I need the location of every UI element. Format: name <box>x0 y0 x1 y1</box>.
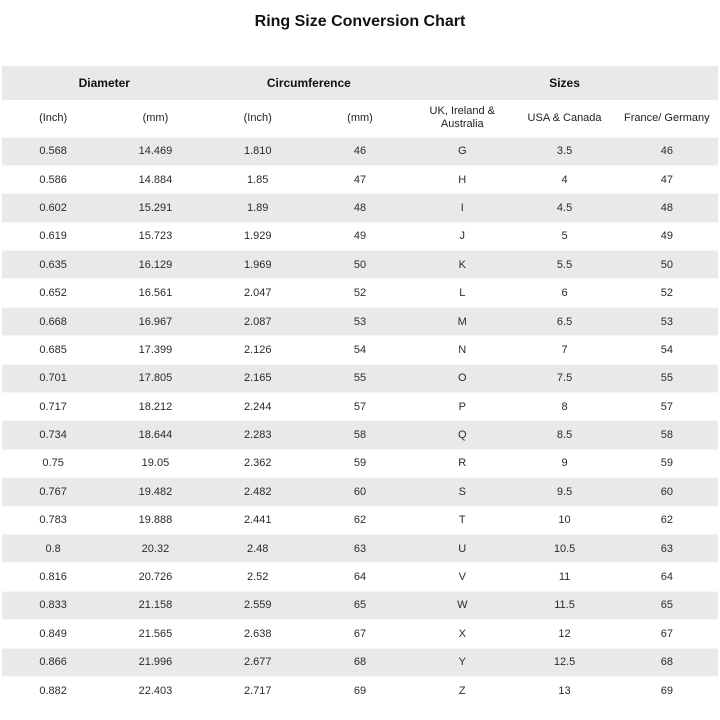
table-cell: 9 <box>513 449 615 477</box>
table-cell: 5.5 <box>513 251 615 279</box>
group-header-sizes: Sizes <box>411 66 718 100</box>
table-cell: 19.888 <box>104 506 206 534</box>
table-cell: 69 <box>309 676 411 704</box>
table-cell: 0.767 <box>2 478 104 506</box>
table-cell: 0.619 <box>2 222 104 250</box>
table-cell: 1.929 <box>207 222 309 250</box>
table-cell: 21.996 <box>104 648 206 676</box>
table-cell: 0.734 <box>2 421 104 449</box>
table-row <box>2 336 718 364</box>
page-title: Ring Size Conversion Chart <box>254 13 466 30</box>
table-cell: 11.5 <box>513 591 615 619</box>
column-header-circumference-mm: (mm) <box>309 100 411 137</box>
table-cell: 67 <box>616 620 718 648</box>
table-cell: 19.05 <box>104 449 206 477</box>
table-cell: 8.5 <box>513 421 615 449</box>
table-cell: 54 <box>309 336 411 364</box>
table-row <box>2 251 718 279</box>
table-cell: 62 <box>616 506 718 534</box>
table-row <box>2 478 718 506</box>
table-cell: 69 <box>616 676 718 704</box>
table-cell: 0.685 <box>2 336 104 364</box>
table-cell: R <box>411 449 513 477</box>
table-cell: N <box>411 336 513 364</box>
table-cell: 52 <box>309 279 411 307</box>
table-cell: 0.652 <box>2 279 104 307</box>
table-cell: 0.586 <box>2 165 104 193</box>
table-row <box>2 279 718 307</box>
table-row <box>2 307 718 335</box>
table-cell: G <box>411 137 513 165</box>
table-cell: 0.882 <box>2 676 104 704</box>
table-cell: 2.482 <box>207 478 309 506</box>
sub-header-row <box>2 100 718 137</box>
table-cell: 11 <box>513 563 615 591</box>
table-cell: W <box>411 591 513 619</box>
table-cell: X <box>411 620 513 648</box>
table-cell: 0.849 <box>2 620 104 648</box>
column-header-uk-ireland-australia: UK, Ireland & Australia <box>411 100 513 137</box>
table-cell: 2.047 <box>207 279 309 307</box>
table-row <box>2 676 718 704</box>
table-cell: T <box>411 506 513 534</box>
table-cell: 2.48 <box>207 534 309 562</box>
table-row <box>2 449 718 477</box>
table-row <box>2 364 718 392</box>
column-header-diameter-inch: (Inch) <box>2 100 104 137</box>
table-cell: 0.816 <box>2 563 104 591</box>
table-cell: H <box>411 165 513 193</box>
table-cell: 2.362 <box>207 449 309 477</box>
table-cell: 3.5 <box>513 137 615 165</box>
table-cell: 0.568 <box>2 137 104 165</box>
table-cell: 12.5 <box>513 648 615 676</box>
table-cell: 0.717 <box>2 393 104 421</box>
table-cell: 2.165 <box>207 364 309 392</box>
table-cell: 2.087 <box>207 307 309 335</box>
table-cell: 5 <box>513 222 615 250</box>
table-row <box>2 222 718 250</box>
table-cell: 57 <box>616 393 718 421</box>
table-cell: 53 <box>616 307 718 335</box>
table-cell: 59 <box>309 449 411 477</box>
table-cell: 50 <box>616 251 718 279</box>
table-row <box>2 165 718 193</box>
table-cell: K <box>411 251 513 279</box>
table-cell: 18.644 <box>104 421 206 449</box>
table-cell: 65 <box>309 591 411 619</box>
table-cell: 63 <box>616 534 718 562</box>
table-cell: 17.399 <box>104 336 206 364</box>
table-row <box>2 591 718 619</box>
table-cell: 48 <box>309 194 411 222</box>
table-cell: 58 <box>616 421 718 449</box>
table-cell: 22.403 <box>104 676 206 704</box>
table-cell: 53 <box>309 307 411 335</box>
table-cell: 2.283 <box>207 421 309 449</box>
table-cell: 60 <box>616 478 718 506</box>
group-header-circumference: Circumference <box>207 66 412 100</box>
table-cell: 64 <box>309 563 411 591</box>
table-cell: S <box>411 478 513 506</box>
table-cell: 47 <box>616 165 718 193</box>
table-cell: I <box>411 194 513 222</box>
table-cell: 55 <box>309 364 411 392</box>
table-cell: 0.783 <box>2 506 104 534</box>
table-cell: 2.52 <box>207 563 309 591</box>
table-cell: 10 <box>513 506 615 534</box>
table-cell: 49 <box>309 222 411 250</box>
table-cell: 0.635 <box>2 251 104 279</box>
table-cell: 50 <box>309 251 411 279</box>
table-cell: 21.565 <box>104 620 206 648</box>
table-row <box>2 563 718 591</box>
table-cell: 67 <box>309 620 411 648</box>
table-cell: 4.5 <box>513 194 615 222</box>
table-cell: 0.833 <box>2 591 104 619</box>
column-header-usa-canada: USA & Canada <box>513 100 615 137</box>
table-row <box>2 648 718 676</box>
table-cell: M <box>411 307 513 335</box>
table-cell: 6 <box>513 279 615 307</box>
table-cell: 2.717 <box>207 676 309 704</box>
table-cell: 19.482 <box>104 478 206 506</box>
table-row <box>2 194 718 222</box>
table-cell: 0.668 <box>2 307 104 335</box>
table-cell: 54 <box>616 336 718 364</box>
table-cell: 9.5 <box>513 478 615 506</box>
table-cell: 49 <box>616 222 718 250</box>
table-cell: L <box>411 279 513 307</box>
table-cell: 2.559 <box>207 591 309 619</box>
table-row <box>2 137 718 165</box>
table-cell: 20.726 <box>104 563 206 591</box>
table-cell: 64 <box>616 563 718 591</box>
table-cell: 14.884 <box>104 165 206 193</box>
table-row <box>2 620 718 648</box>
table-cell: 46 <box>309 137 411 165</box>
table-header <box>2 66 718 137</box>
table-cell: 16.561 <box>104 279 206 307</box>
table-cell: 46 <box>616 137 718 165</box>
group-header-diameter: Diameter <box>2 66 207 100</box>
table-cell: 55 <box>616 364 718 392</box>
table-cell: 13 <box>513 676 615 704</box>
table-cell: 2.677 <box>207 648 309 676</box>
table-cell: 1.89 <box>207 194 309 222</box>
table-cell: 21.158 <box>104 591 206 619</box>
table-cell: J <box>411 222 513 250</box>
table-row <box>2 506 718 534</box>
table-cell: P <box>411 393 513 421</box>
table-cell: V <box>411 563 513 591</box>
table-cell: 15.291 <box>104 194 206 222</box>
table-body <box>2 137 718 705</box>
table-cell: 7 <box>513 336 615 364</box>
table-cell: Z <box>411 676 513 704</box>
table-cell: 18.212 <box>104 393 206 421</box>
table-cell: 7.5 <box>513 364 615 392</box>
table-cell: 4 <box>513 165 615 193</box>
table-cell: 2.126 <box>207 336 309 364</box>
table-cell: 2.441 <box>207 506 309 534</box>
table-cell: 14.469 <box>104 137 206 165</box>
table-cell: 12 <box>513 620 615 648</box>
table-cell: 58 <box>309 421 411 449</box>
table-cell: 48 <box>616 194 718 222</box>
table-cell: 10.5 <box>513 534 615 562</box>
table-cell: 60 <box>309 478 411 506</box>
table-cell: 65 <box>616 591 718 619</box>
table-cell: Q <box>411 421 513 449</box>
table-cell: 0.75 <box>2 449 104 477</box>
table-cell: 0.701 <box>2 364 104 392</box>
table-cell: 17.805 <box>104 364 206 392</box>
group-header-row <box>2 66 718 100</box>
table-row <box>2 421 718 449</box>
table-row <box>2 393 718 421</box>
table-cell: 1.810 <box>207 137 309 165</box>
table-cell: 2.638 <box>207 620 309 648</box>
table-cell: 63 <box>309 534 411 562</box>
table-cell: 20.32 <box>104 534 206 562</box>
table-cell: 1.969 <box>207 251 309 279</box>
table-cell: 15.723 <box>104 222 206 250</box>
table-cell: 62 <box>309 506 411 534</box>
table-cell: 68 <box>616 648 718 676</box>
table-cell: 1.85 <box>207 165 309 193</box>
table-cell: 59 <box>616 449 718 477</box>
table-cell: 0.8 <box>2 534 104 562</box>
table-row <box>2 534 718 562</box>
column-header-circumference-inch: (Inch) <box>207 100 309 137</box>
table-cell: 47 <box>309 165 411 193</box>
table-cell: 8 <box>513 393 615 421</box>
table-cell: 52 <box>616 279 718 307</box>
table-cell: 6.5 <box>513 307 615 335</box>
conversion-table <box>2 66 718 705</box>
table-cell: 0.602 <box>2 194 104 222</box>
table-cell: 0.866 <box>2 648 104 676</box>
ring-size-chart-page <box>0 13 720 705</box>
table-cell: 16.967 <box>104 307 206 335</box>
table-cell: U <box>411 534 513 562</box>
table-cell: 68 <box>309 648 411 676</box>
table-cell: Y <box>411 648 513 676</box>
column-header-diameter-mm: (mm) <box>104 100 206 137</box>
column-header-france-germany: France/ Germany <box>616 100 718 137</box>
table-cell: O <box>411 364 513 392</box>
table-cell: 16.129 <box>104 251 206 279</box>
table-cell: 2.244 <box>207 393 309 421</box>
table-cell: 57 <box>309 393 411 421</box>
